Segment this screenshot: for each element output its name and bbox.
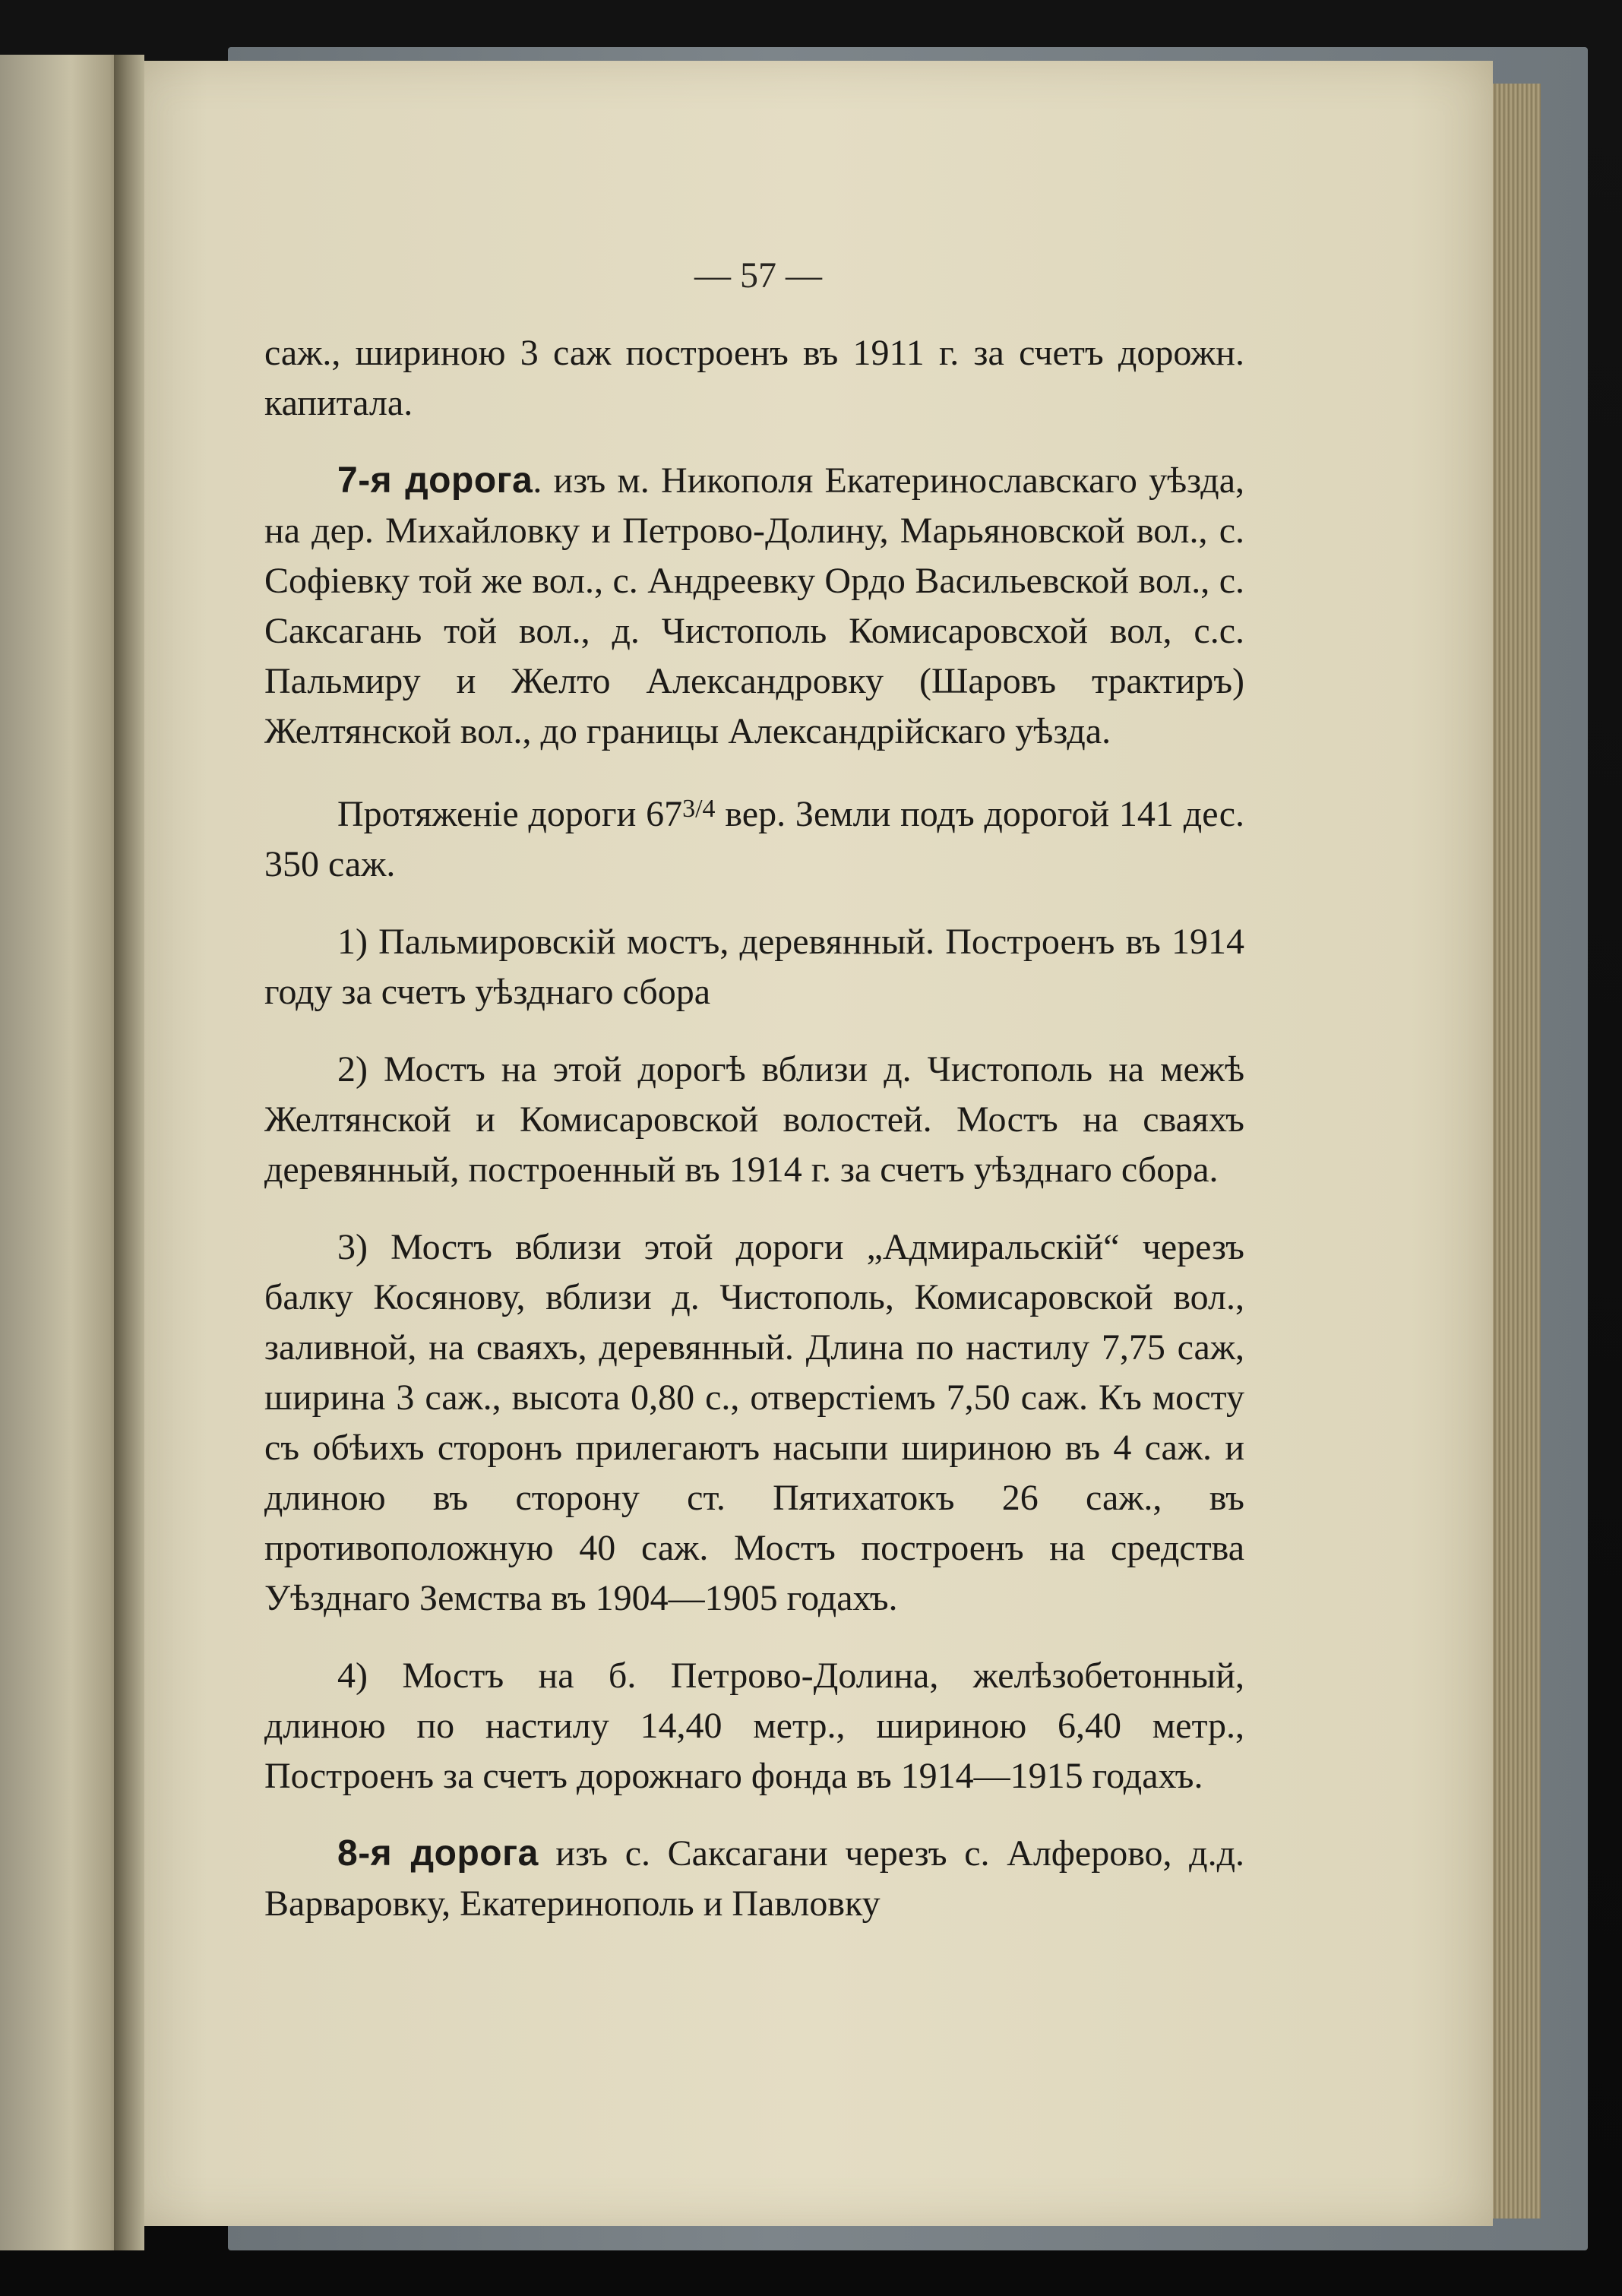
page-body bbox=[264, 328, 1244, 1956]
book-gutter bbox=[114, 55, 144, 2250]
paragraph-road-7 bbox=[264, 456, 1244, 757]
paragraph-continuation: саж., шириною 3 саж построенъ въ 1911 г. за счетъ дорожн. капитала. bbox=[264, 333, 1244, 423]
road-length-text-b: вер. Земли подъ дорогой 141 дес. 350 саж. bbox=[264, 794, 1244, 884]
road-8-heading: 8-я дорога bbox=[337, 1833, 539, 1874]
road-7-description: . изъ м. Никополя Екатеринославскаго уѣзда, на дер. Михайловку и Петрово-Долину, Марьяновской вол., с. Софіевку той же вол., с. Андреевку Ордо Васильевской вол., с. Саксагань той вол., д. Чистополь Комисаровсхой вол, с.с. Пальмиру и Желто Александровку (Шаровъ трактиръ) Желтянской вол., до границы Александрійскаго уѣзда. bbox=[264, 460, 1245, 751]
paragraph-bridge-1: 1) Пальмировскій мостъ, деревянный. Построенъ въ 1914 году за счетъ уѣзднаго сбора bbox=[264, 922, 1244, 1012]
road-7-heading: 7-я дорога bbox=[337, 460, 533, 501]
paragraph-bridge-2: 2) Мостъ на этой дорогѣ вблизи д. Чистополь на межѣ Желтянской и Комисаровской волостей. Мостъ на сваяхъ деревянный, построенный въ 1914 г. за счетъ уѣзднаго сбора. bbox=[264, 1049, 1244, 1190]
road-8-description: изъ с. Саксагани черезъ с. Алферово, д.д. Варваровку, Екатеринополь и Павловку bbox=[264, 1833, 1245, 1924]
page-number: — 57 — bbox=[694, 255, 822, 296]
road-length-text-a: Протяженіе дороги 67 bbox=[337, 794, 683, 834]
paragraph-road-length bbox=[264, 784, 1244, 890]
paragraph-bridge-3: 3) Мостъ вблизи этой дороги „Адмиральскій“ черезъ балку Косянову, вблизи д. Чистополь, Комисаровской вол., заливной, на сваяхъ, деревянный. Длина по настилу 7,75 саж, ширина 3 саж., высота 0,80 с., отверстіемъ 7,50 саж. Къ мосту съ обѣихъ сторонъ прилегаютъ насыпи шириною въ 4 саж. и длиною въ сторону ст. Пятихатокъ 26 саж., въ противоположную 40 саж. Мостъ построенъ на средства Уѣзднаго Земства въ 1904—1905 годахъ. bbox=[264, 1227, 1244, 1618]
left-page-edge bbox=[0, 55, 129, 2250]
paragraph-road-8 bbox=[264, 1829, 1244, 1929]
paragraph-bridge-4: 4) Мостъ на б. Петрово-Долина, желѣзобетонный, длиною по настилу 14,40 метр., шириною 6,40 метр., Построенъ за счетъ дорожнаго фонда въ 1914—1915 годахъ. bbox=[264, 1656, 1244, 1796]
road-length-fraction: 3/4 bbox=[682, 795, 716, 823]
